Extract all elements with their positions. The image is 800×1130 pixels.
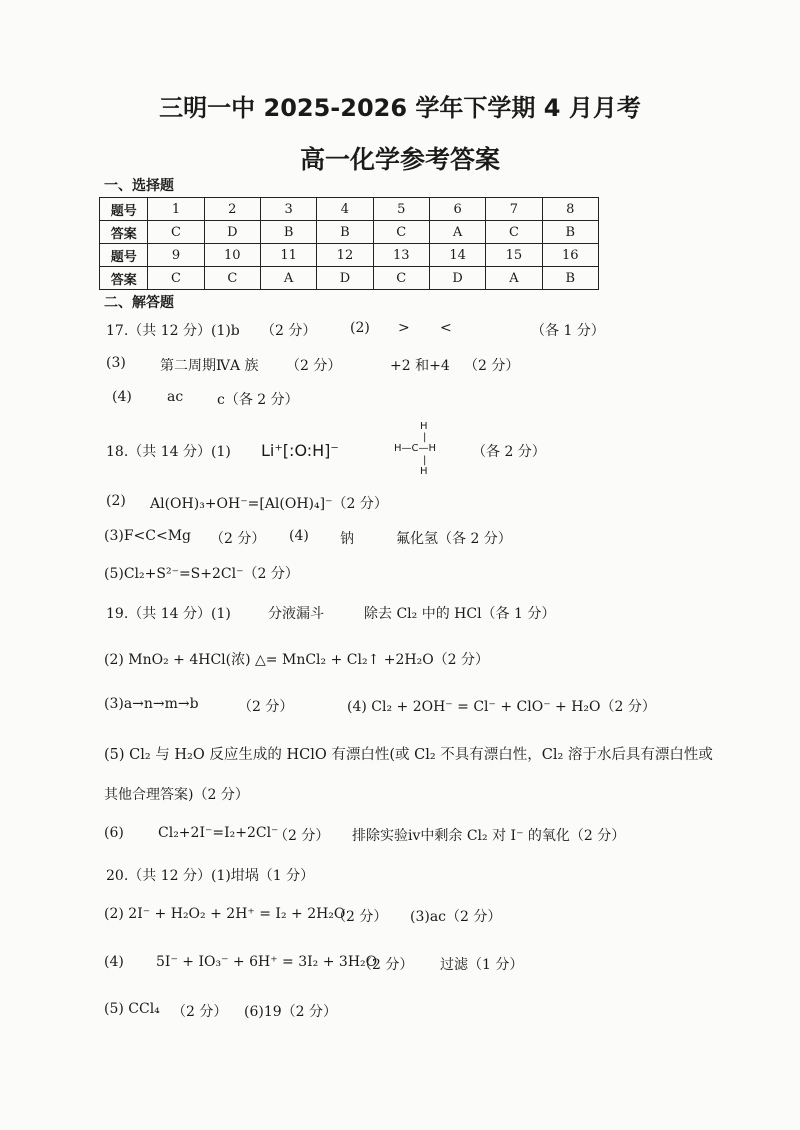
text: 分液漏斗 [268, 606, 324, 622]
question-number: 15 [486, 244, 542, 267]
text: （2 分） [238, 699, 294, 715]
question-number: 8 [542, 198, 598, 221]
text: ac [167, 389, 184, 405]
text: (4) [112, 389, 132, 405]
text: （各 2 分） [472, 444, 546, 460]
text: (6)19（2 分） [244, 1004, 338, 1020]
answer-cell: A [260, 267, 316, 290]
question-number: 16 [542, 244, 598, 267]
question-number: 14 [429, 244, 485, 267]
section-free-response: 二、解答题 [104, 295, 174, 311]
answer-cell: D [204, 221, 260, 244]
text: (3) [106, 355, 126, 371]
bond: | [423, 455, 427, 466]
question-number: 1 [148, 198, 204, 221]
bond: | [423, 432, 427, 443]
answer-cell: C [148, 221, 204, 244]
question-number: 6 [429, 198, 485, 221]
text: （2 分） [332, 909, 388, 925]
row-header: 答案 [100, 267, 148, 290]
question-number: 5 [373, 198, 429, 221]
text: 除去 Cl₂ 中的 HCl（各 1 分） [364, 606, 556, 622]
row-header: 答案 [100, 221, 148, 244]
text: (4) [104, 954, 124, 970]
text: (3)F<C<Mg [104, 528, 192, 544]
answer-cell: C [148, 267, 204, 290]
text: (3)ac（2 分） [410, 909, 502, 925]
text: < [440, 320, 452, 336]
question-number: 9 [148, 244, 204, 267]
text: (2) [350, 320, 370, 336]
answer-cell: C [204, 267, 260, 290]
answer-cell: B [260, 221, 316, 244]
text: 氟化氢（各 2 分） [396, 531, 512, 547]
text: Cl₂+2I⁻=I₂+2Cl⁻ [158, 825, 279, 841]
text: (2) MnO₂ + 4HCl(浓) △= MnCl₂ + Cl₂↑ +2H₂O（2 分） [104, 652, 490, 668]
lioh-lewis-formula: Li⁺[:O:H]⁻ [261, 441, 339, 460]
question-number: 2 [204, 198, 260, 221]
text: （2 分） [210, 531, 266, 547]
text: 19.（共 14 分）(1) [106, 606, 231, 622]
text: （2 分） [261, 323, 317, 339]
exam-title: 三明一中 2025-2026 学年下学期 4 月月考 [159, 94, 641, 122]
text: （2 分） [464, 358, 520, 374]
text: 18.（共 14 分）(1) [106, 444, 231, 460]
table-row [100, 267, 599, 290]
answer-table [99, 197, 599, 290]
text: （2 分） [274, 828, 330, 844]
text: (5) CCl₄ [104, 1001, 160, 1017]
answer-cell: B [317, 221, 373, 244]
answer-cell: B [542, 267, 598, 290]
text: 过滤（1 分） [440, 957, 524, 973]
answer-cell: A [486, 267, 542, 290]
question-number: 13 [373, 244, 429, 267]
table-row [100, 198, 599, 221]
text: (2) [106, 493, 126, 509]
question-number: 12 [317, 244, 373, 267]
text: +2 和+4 [390, 358, 450, 374]
question-number: 11 [260, 244, 316, 267]
text: (4) [289, 528, 309, 544]
question-number: 7 [486, 198, 542, 221]
text: 其他合理答案)（2 分） [104, 787, 249, 803]
text: c（各 2 分） [217, 392, 299, 408]
text: 17.（共 12 分）(1)b [106, 323, 240, 339]
text: 20.（共 12 分）(1)坩埚（1 分） [106, 868, 315, 884]
text: （2 分） [358, 957, 414, 973]
text: 钠 [340, 531, 354, 547]
question-number: 3 [260, 198, 316, 221]
text: > [398, 320, 410, 336]
answer-cell: C [373, 267, 429, 290]
methane-structure [392, 421, 462, 479]
atom-label: H—C—H [394, 443, 437, 454]
atom-label: H [420, 466, 428, 477]
answer-cell: D [317, 267, 373, 290]
question-number: 10 [204, 244, 260, 267]
text: （2 分） [172, 1004, 228, 1020]
text: (4) Cl₂ + 2OH⁻ = Cl⁻ + ClO⁻ + H₂O（2 分） [347, 699, 656, 715]
atom-label: H [420, 421, 428, 432]
row-header: 题号 [100, 244, 148, 267]
answer-cell: C [486, 221, 542, 244]
text: 排除实验ⅳ中剩余 Cl₂ 对 I⁻ 的氧化（2 分） [352, 828, 626, 844]
text: Al(OH)₃+OH⁻=[Al(OH)₄]⁻（2 分） [150, 496, 388, 512]
text: （2 分） [286, 358, 342, 374]
exam-subtitle: 高一化学参考答案 [299, 145, 500, 174]
table-row [100, 244, 599, 267]
text: （各 1 分） [531, 323, 605, 339]
table-row [100, 221, 599, 244]
text: (5)Cl₂+S²⁻=S+2Cl⁻（2 分） [104, 566, 299, 582]
answer-cell: D [429, 267, 485, 290]
answer-cell: C [373, 221, 429, 244]
answer-cell: A [429, 221, 485, 244]
text: (6) [104, 825, 124, 841]
question-number: 4 [317, 198, 373, 221]
text: (5) Cl₂ 与 H₂O 反应生成的 HClO 有漂白性(或 Cl₂ 不具有漂白性，Cl₂ 溶于水后具有漂白性或 [104, 747, 713, 763]
answer-cell: B [542, 221, 598, 244]
text: (2) 2I⁻ + H₂O₂ + 2H⁺ = I₂ + 2H₂O [104, 906, 346, 922]
text: 第二周期ⅣA 族 [160, 358, 259, 374]
row-header: 题号 [100, 198, 148, 221]
section-multiple-choice: 一、选择题 [104, 178, 174, 194]
text: 5I⁻ + IO₃⁻ + 6H⁺ = 3I₂ + 3H₂O [156, 954, 378, 970]
text: (3)a→n→m→b [104, 696, 199, 712]
